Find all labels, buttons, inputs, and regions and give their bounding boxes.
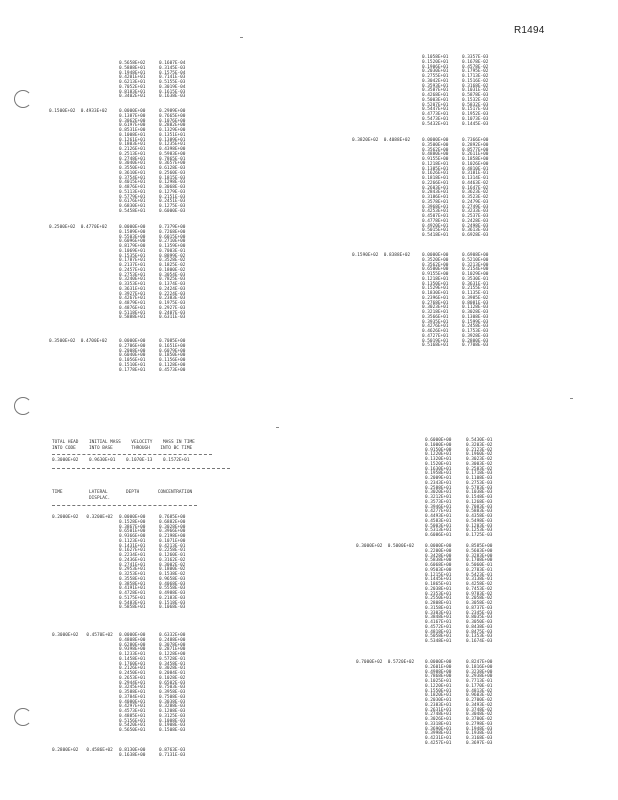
divider: [52, 468, 230, 469]
block-label: 0.3000E+02 0.5000E+02: [356, 544, 415, 549]
table-header-line: DISPLAC.: [52, 496, 111, 501]
data-column: 0.3357E-03 0.1678E-02 0.4578E-02 0.1795E-02 0.1713E-02 0.1516E-02 0.3168E-02 0.1031E-02 0.5878E-03 0.1532E-02 0.5832E-03 0.1517E-03 0.1952E-03 0.1073E-03 0.1445E-03: [462, 55, 489, 127]
data-column: 0.7085E+00 0.1651E+00 0.6079E+00 0.1850E+00 0.1156E+00 0.1128E+00 0.4573E+00: [159, 339, 186, 373]
data-column: 0.5658E+02 0.5888E+01 0.1948E+01 0.4201E+01 0.6213E+01 0.7052E+01 0.8183E+01 0.3402E+01: [119, 61, 146, 100]
data-column: 0.6332E+00 0.2488E+00 0.3078E+00 0.2871E+00 0.1228E+00 0.5728E-01 0.3458E-01 0.3028E-01 0.2084E-01 0.1028E-02 0.6502E-03 0.7503E-03 0.3958E-03 0.7508E-03 0.3038E-03 0.3288E-03 0.1208E-03 0.3125E-03 0.1008E-03 0.1908E-03 0.1508E-03: [159, 633, 186, 733]
data-column: 0.0000E+00 0.2601E+00 0.4988E+00 0.7868E+00 0.1025E+01 0.1220E+01 0.1550E+01 0.1820E+01 0.2030E+01 0.2383E+01 0.2631E+01 0.2748E+01 0.3026E+01 0.3318E+01 0.3690E+01 0.3998E+01 0.4231E+01 0.4257E+01: [425, 660, 452, 746]
document-id: R1494: [514, 25, 545, 36]
data-column: 0.8247E+00 0.1816E+00 0.3238E+00 0.2938E+00 0.7713E-01 0.1770E-01 0.4813E-02 0.9603E-02 0.2700E-02 0.3493E-02 0.3748E-02 0.3048E-02 0.3700E-02 0.2798E-03 0.1948E-03 0.1938E-03 0.3168E-03 0.3697E-03: [466, 660, 493, 746]
divider: [52, 454, 212, 455]
block-label: 0.2800E+02 0.4586E+02: [52, 748, 113, 753]
block-label: 0.2500E+02 0.4770E+02: [49, 225, 108, 230]
punch-hole-icon: [14, 397, 32, 415]
header-values: 0.3000E+02 0.9630E+01 0.1070E-13 0.1572E+01: [52, 458, 190, 463]
data-column: 0.7379E+00 0.7268E+00 0.6015E+00 0.2710E+00 0.1359E+00 0.7003E-01 0.8899E-02 0.3528E-02 0.1825E-02 0.1800E-02 0.3054E-03 0.7825E-03 0.1374E-03 0.2424E-03 0.2224E-03 0.2383E-03 0.1975E-03 0.2927E-03 0.2407E-03 0.6311E-03: [159, 225, 186, 321]
data-column: 0.6000E+00 0.1000E+00 0.9150E+00 0.1220E+01 0.1320E+01 0.1520E+01 0.1630E+01 0.1958E+01 0.2009E+01 0.2343E+01 0.2588E+01 0.3020E+01 0.3212E+01 0.3573E+01 0.3946E+01 0.4277E+01 0.4493E+01 0.4583E+01 0.5003E+01 0.5313E+01 0.6086E+01: [425, 438, 452, 538]
data-column: 0.0000E+00 0.1387E+00 0.3062E+00 0.6197E+00 0.8531E+00 0.1008E+01 0.1261E+01 0.1803E+01 0.2126E+01 0.2513E+01 0.2748E+01 0.3040E+01 0.3550E+01 0.3610E+01 0.3754E+01 0.4015E+01 0.4876E+01 0.5113E+01 0.5779E+01 0.6176E+01 0.6830E+01 0.5458E+01: [119, 109, 146, 214]
data-column: 0.5430E-01 0.3203E-02 0.2123E-02 0.1960E-02 0.3023E-02 0.3003E-02 0.2583E-02 0.1718E-03 0.1108E-03 0.2753E-03 0.5783E-03 0.1038E-03 0.1548E-03 0.1268E-03 0.7083E-03 0.5883E-03 0.4358E-03 0.5498E-03 0.1203E-03 0.1253E-03 0.1725E-03: [466, 438, 493, 538]
data-column: 0.0000E+00 0.3500E+00 0.3562E+00 0.4880E+00 0.9155E+00 0.1218E+01 0.1385E+01 0.1626E+01 0.1818E+01 0.2266E+01 0.2603E+01 0.2843E+01 0.3186E+01 0.3578E+01 0.3968E+01 0.4253E+01 0.4507E+01 0.4778E+01 0.4920E+01 0.5015E+01 0.5418E+01: [422, 138, 449, 238]
data-column: 0.8763E-03 0.7131E-03: [159, 748, 186, 758]
block-label: 0.1500E+02 0.4933E+02: [49, 109, 108, 114]
data-column: 0.8130E+00 0.1638E+00: [119, 748, 146, 758]
block-label: 0.2000E+02 0.3200E+02: [52, 515, 113, 520]
data-column: 0.6908E+00 0.5210E+00 0.3213E+00 0.2154E+00 0.1029E+00 0.3530E-01 0.3631E-01 0.2155E-01 0.1135E-01 0.3985E-02 0.8081E-03 0.1128E-03 0.3028E-03 0.1308E-03 0.1599E-03 0.2458E-03 0.1753E-03 0.3928E-03 0.2800E-03 0.7708E-03: [462, 253, 489, 349]
block-label: 0.3820E+02 0.4088E+02: [352, 138, 411, 143]
data-column: 0.0000E+00 0.1589E+00 0.5503E+00 0.6096E+00 0.8179E+00 0.1069E+01 0.1535E+01 0.1787E+01 0.2137E+01 0.2457E+01 0.2753E+01 0.3240E+01 0.3353E+01 0.3631E+01 0.3927E+01 0.4267E+01 0.4879E+01 0.4876E+01 0.5118E+01 0.5888E+01: [119, 225, 146, 321]
block-label: 0.1590E+02 0.8388E+02: [352, 253, 411, 258]
header-line: INTO CODE INTO BASE THROUGH INTO BC TIME: [52, 446, 193, 451]
data-column: 0.8585E+00 0.5603E+00 0.3283E+00 0.1708E+00 0.5060E-01 0.2783E-01 0.5423E-01 0.3138E-01 0.4258E-02 0.7453E-02 0.9783E-02 0.2058E-02 0.3058E-02 0.8737E-03 0.2345E-03 0.8035E-03 0.3050E-03 0.8438E-03 0.8475E-03 0.1353E-03 0.1674E-03: [466, 544, 493, 644]
header-line: TOTAL HEAD INITIAL MASS VELOCITY MASS IN TIME: [52, 440, 195, 445]
data-column: 0.2989E+00 0.7665E+00 0.1076E+00 0.2882E+00 0.1329E+00 0.1351E+01 0.1389E+01 0.1235E+01 0.4398E+00 0.5983E+00 0.7865E-01 0.3657E+00 0.6128E-03 0.2560E-03 0.1815E-03 0.1298E-03 0.3068E-03 0.1279E-03 0.2151E-03 0.2451E-03 0.1275E-03 0.6000E-03: [159, 109, 186, 214]
table-header-line: TIME LATERAL DEPTH CONCENTRATION: [52, 490, 193, 495]
data-column: 0.1607E-04 0.3145E-03 0.1575E-04 0.7141E-03 0.5155E-03 0.3019E-04 0.1615E-03 0.1638E-03: [159, 61, 186, 100]
data-column: 0.0000E+00 0.4808E+00 0.6280E+00 0.9398E+00 0.1233E+01 0.1458E+01 0.1760E+01 0.2126E+01 0.2450E+01 0.2653E+01 0.2944E+01 0.3245E+01 0.3588E+01 0.3784E+01 0.4080E+01 0.4297E+01 0.4573E+01 0.4885E+01 0.5156E+01 0.5420E+01 0.5650E+01: [119, 633, 146, 733]
block-label: 0.7000E+02 0.5720E+02: [356, 660, 415, 665]
data-column: 0.7685E+00 0.6882E+00 0.3028E+00 0.3966E+00 0.2198E+00 0.1071E+00 0.4213E-01 0.2258E-01 0.1260E-01 0.3162E-02 0.3002E-02 0.1800E-02 0.1538E-02 0.9658E-03 0.4068E-03 0.5558E-03 0.4988E-03 0.2183E-03 0.1518E-03 0.1068E-03: [159, 515, 186, 611]
scan-speck: [570, 398, 573, 399]
data-column: 0.0000E+00 0.1528E+00 0.3867E+00 0.6501E+00 0.9366E+00 0.1123E+01 0.1431E+01 0.1627E+01 0.2234E+01 0.2436E+01 0.2741E+01 0.2953E+01 0.3253E+01 0.3558E+01 0.3858E+01 0.4191E+01 0.4728E+01 0.5175E+01 0.5483E+01 0.5858E+01: [119, 515, 146, 611]
divider: [52, 505, 197, 506]
data-column: 0.0000E+00 0.2200E+00 0.3428E+00 0.5838E+00 0.6068E+00 0.9503E+00 0.1215E+01 0.1445E+01 0.1865E+01 0.2038E+01 0.2353E+01 0.2550E+01 0.2808E+01 0.3158E+01 0.3303E+01 0.3848E+01 0.4167E+01 0.4572E+01 0.4818E+01 0.5058E+01 0.5348E+01: [425, 544, 452, 644]
punch-hole-icon: [14, 708, 32, 726]
block-label: 0.3500E+02 0.4700E+02: [49, 339, 108, 344]
data-column: 0.1058E+01 0.1520E+01 0.1906E+01 0.2030E+01 0.2755E+01 0.3042E+01 0.3593E+01 0.3587E+01 0.4268E+01 0.5003E+01 0.5207E+01 0.5447E+01 0.4773E+01 0.5473E+01 0.5432E+01: [422, 55, 449, 127]
scan-speck: [276, 427, 279, 428]
data-column: 0.0000E+00 0.2706E+00 0.2008E+00 0.6040E+00 0.1056E+01 0.1510E+01 0.1778E+01: [119, 339, 146, 373]
data-column: 0.7366E+00 0.2892E+00 0.8577E+00 0.2611E+00 0.1858E+00 0.1026E+00 0.4810E-01 0.3181E-01 0.1314E-01 0.4463E-02 0.1647E-02 0.3623E-02 0.3523E-02 0.2479E-03 0.2749E-03 0.3233E-03 0.2537E-03 0.2428E-03 0.2498E-03 0.3613E-03 0.6928E-03: [462, 138, 489, 238]
data-column: 0.0000E+00 0.3520E+00 0.3562E+00 0.6500E+00 0.9155E+00 0.1218E+01 0.1350E+01 0.1529E+01 0.1830E+01 0.2396E+01 0.2768E+01 0.3023E+01 0.3218E+01 0.3566E+01 0.3935E+01 0.4276E+01 0.4626E+01 0.4727E+01 0.5019E+01 0.5168E+01: [422, 253, 449, 349]
punch-hole-icon: [14, 90, 32, 108]
scan-speck: [240, 37, 243, 38]
block-label: 0.3000E+02 0.4570E+02: [52, 633, 113, 638]
